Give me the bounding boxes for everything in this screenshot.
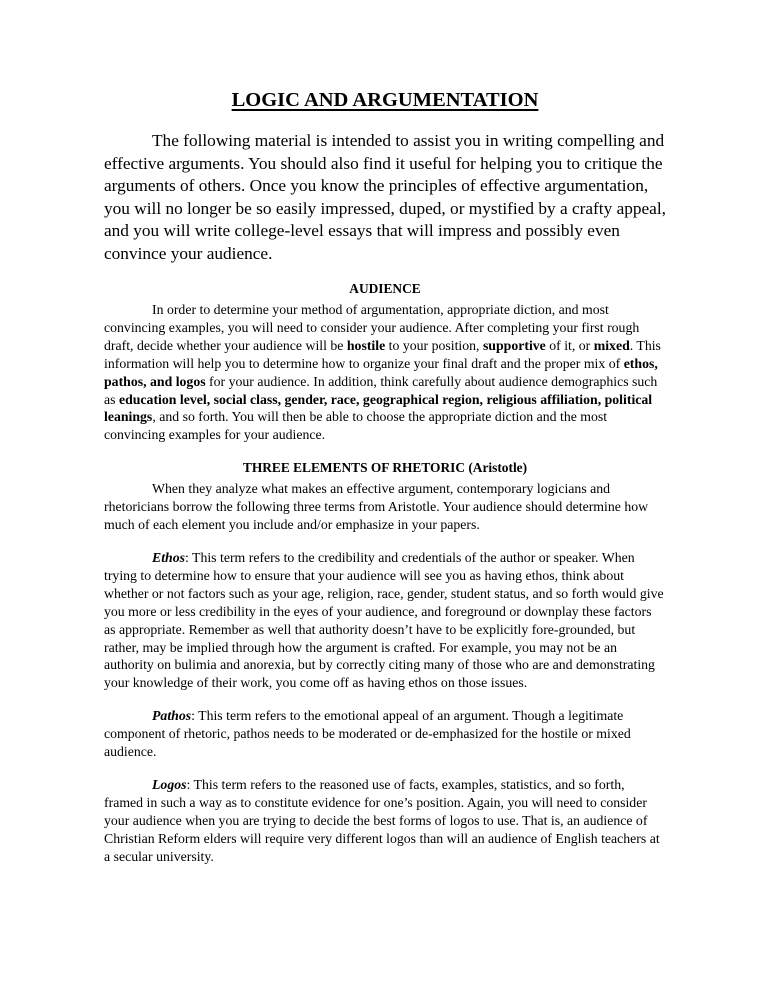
rhetoric-heading: THREE ELEMENTS OF RHETORIC (Aristotle) (242, 460, 528, 476)
audience-text-2: to your position, (385, 337, 483, 353)
pathos-paragraph (104, 707, 666, 761)
audience-text-3: of it, or (545, 337, 594, 353)
audience-text-4: . This information will help you to determine how to organize your final draft and the proper mix of (104, 337, 661, 371)
audience-text-1: In order to determine your method of argumentation, appropriate diction, and most convincing examples, you will need to consider your audience. After completing your first rough draft, decide whether your audience will be (104, 302, 640, 353)
intro-paragraph: The following material is intended to assist you in writing compelling and effective arguments. You should also find it useful for helping you to critique the arguments of others. Once you know the principles of effective argumentation, you will no longer be so easily impressed, duped, or mystified by a crafty appeal, and you will write college-level essays that will impress and possibly even convince your audience. (104, 131, 666, 263)
audience-text-5: for your audience. In addition, think carefully about audience demographics such as (104, 373, 658, 407)
pathos-definition: : This term refers to the emotional appeal of an argument. Though a legitimate component of rhetoric, pathos needs to be moderated or de-emphasized for the hostile or mixed audience. (104, 708, 631, 760)
audience-term-appeals: ethos, pathos, and logos (104, 355, 658, 389)
ethos-term: Ethos (152, 549, 185, 565)
audience-term-demographics: education level, social class, gender, race, geographical region, religious affiliation, political leanings (104, 391, 653, 425)
logos-definition: : This term refers to the reasoned use of facts, examples, statistics, and so forth, framed in such a way as to constitute evidence for one’s position. Again, you will need to consider your audience when you are trying to decide the best forms of logos to use. That is, an audience of Christian Reform elders will require very different logos than will an audience of English teachers at a secular university. (104, 776, 660, 864)
rhetoric-intro-paragraph: When they analyze what makes an effective argument, contemporary logicians and rhetoricians borrow the following three terms from Aristotle. Your audience should determine how much of each element you include and/or emphasize in your papers. (104, 481, 649, 533)
audience-term-supportive: supportive (482, 337, 546, 353)
document-page (104, 88, 666, 865)
pathos-term: Pathos (152, 708, 192, 724)
logos-term: Logos (152, 776, 187, 792)
ethos-paragraph (104, 549, 666, 692)
audience-paragraph (104, 301, 666, 444)
audience-heading: AUDIENCE (349, 281, 421, 296)
audience-term-hostile: hostile (346, 337, 386, 353)
logos-paragraph (104, 776, 666, 866)
ethos-definition: : This term refers to the credibility and credentials of the author or speaker. When trying to determine how to ensure that your audience will see you as having ethos, think about whether or not factors such as your age, religion, race, gender, student status, and so forth would give you more or less credibility in the eyes of your audience, and foreground or downplay these factors as appropriate. Remember as well that authority doesn’t have to be explicitly fore-grounded, but rather, may be implied through how the argument is crafted. For example, you may not be an authority on bulimia and anorexia, but by correctly citing many of those who are and demonstrating your knowledge of their work, you come off as having ethos on those issues. (104, 549, 664, 691)
document-title: LOGIC AND ARGUMENTATION (231, 89, 539, 111)
audience-text-6: , and so forth. You will then be able to choose the appropriate diction and the most convincing examples for your audience. (104, 409, 608, 443)
audience-term-mixed: mixed (593, 337, 630, 353)
